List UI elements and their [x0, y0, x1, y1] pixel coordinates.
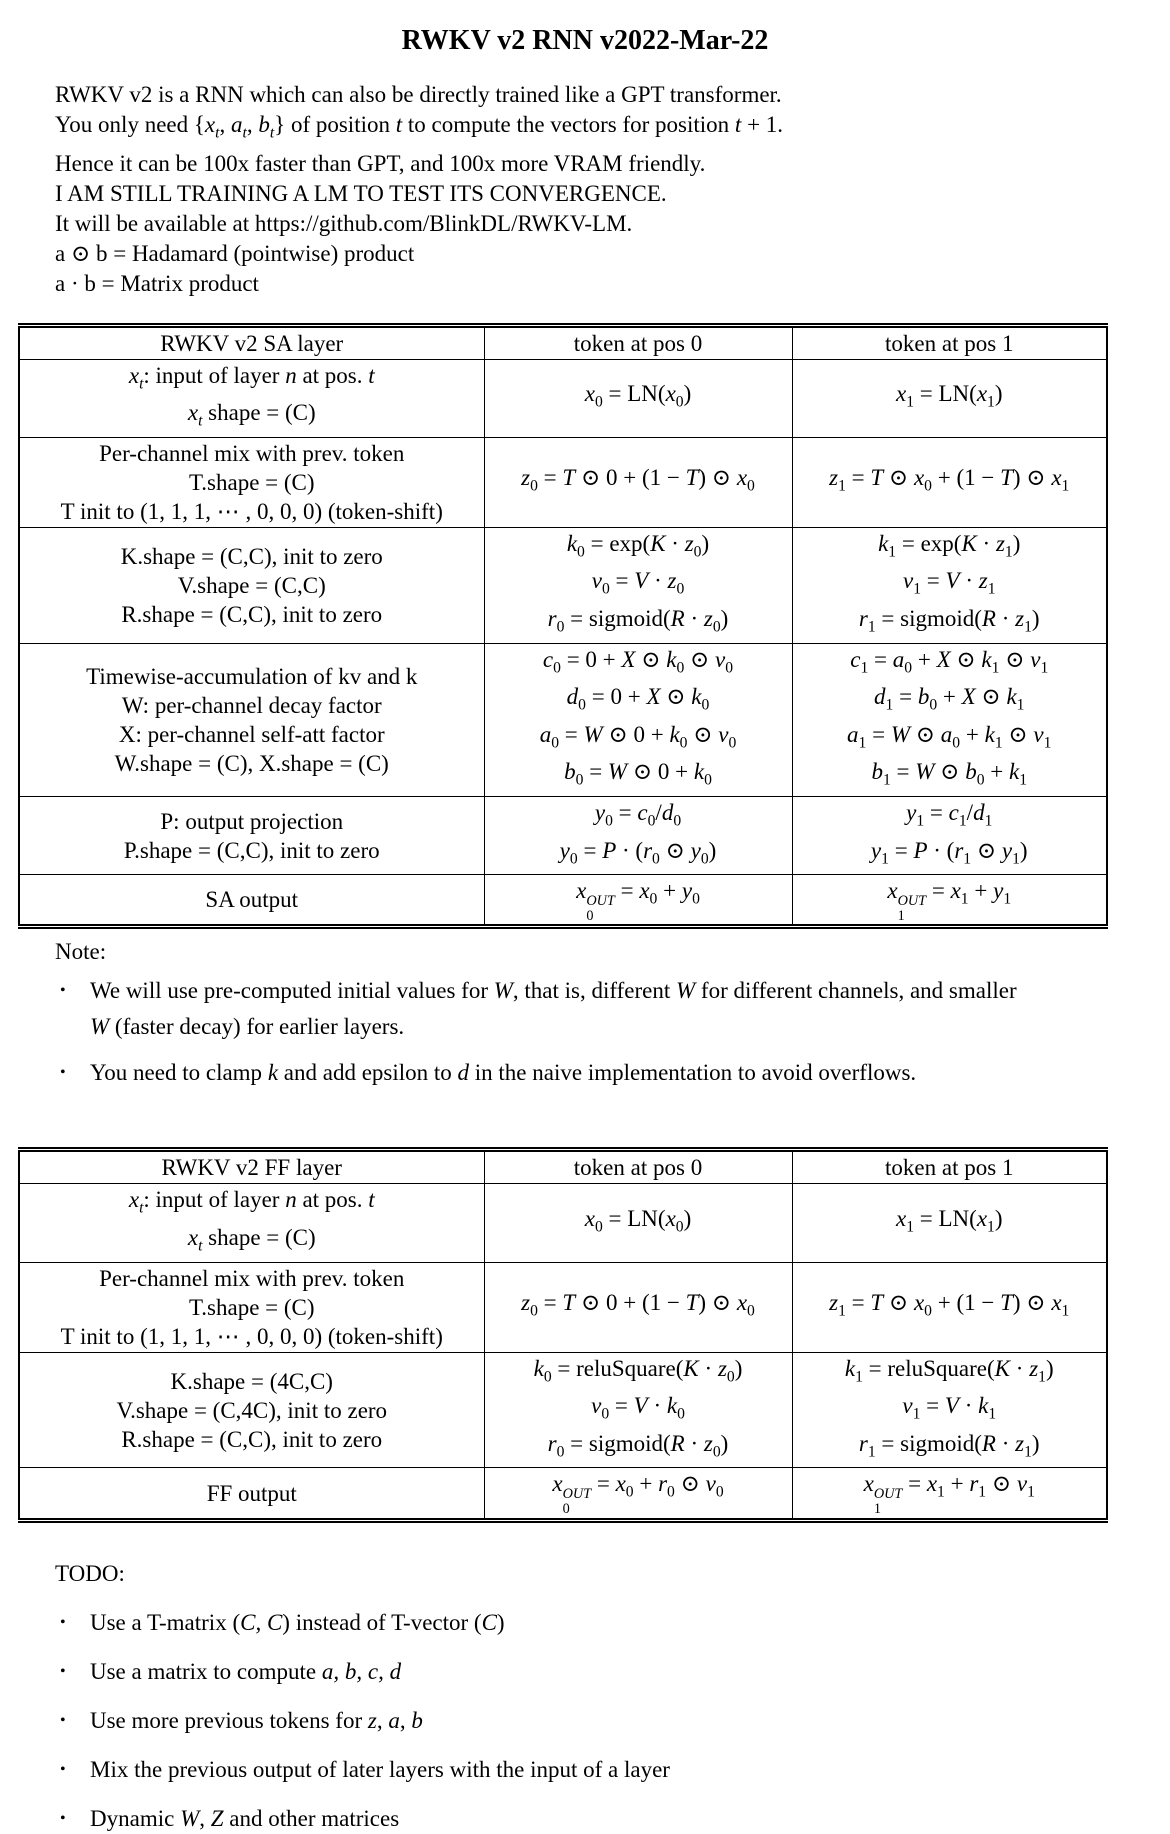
- note-heading: Note:: [55, 939, 107, 965]
- row-label-cell: Per-channel mix with prev. token T.shape = (C) T init to (1, 1, 1, ⋯ , 0, 0, 0) (token-shift): [19, 1262, 484, 1352]
- formula-cell: $x_1 = LN(x_1)$: [792, 359, 1107, 437]
- todo-bullet-list: [0, 1608, 1080, 1834]
- bullet-icon: •: [60, 1760, 66, 1778]
- todo-bullet: • Mix the previous output of later layers with the input of a layer: [60, 1755, 1080, 1785]
- header-token-pos-0: token at pos 0: [484, 1150, 792, 1184]
- bullet-icon: •: [60, 1662, 66, 1680]
- table-row: [19, 1352, 1107, 1468]
- table-row: [19, 1262, 1107, 1352]
- formula-cell: $y_1 = c_1/d_1$ $y_1 = P \cdot (r_1$ ⊙ $y_1$): [792, 796, 1107, 874]
- row-label-cell: Timewise-accumulation of kv and k W: per-channel decay factor X: per-channel self-att factor W.shape = (C), X.shape = (C): [19, 643, 484, 796]
- ff-layer-table: [18, 1147, 1108, 1522]
- table-row: [19, 437, 1107, 527]
- todo-bullet: • Use a T-matrix (C, C) instead of T-vector (C): [60, 1608, 1080, 1638]
- intro-line: Hence it can be 100x faster than GPT, and 100x more VRAM friendly.: [55, 150, 706, 176]
- header-token-pos-0: token at pos 0: [484, 325, 792, 359]
- formula-cell: x OUT 0 = $x_0 + r_0$ ⊙ $v_0$: [484, 1468, 792, 1520]
- table-header-row: [19, 1150, 1107, 1184]
- bullet-icon: •: [60, 1809, 66, 1827]
- row-label-cell: K.shape = (C,C), init to zero V.shape = (C,C) R.shape = (C,C), init to zero: [19, 527, 484, 643]
- row-label-cell: SA output: [19, 875, 484, 927]
- intro-paragraph: [55, 80, 1170, 299]
- formula-cell: $c_0 = 0 + X$ ⊙ $k_0$ ⊙ $v_0$ $d_0 = 0 + X$ ⊙ $k_0$ $a_0 = W$ ⊙ $0 + k_0$ ⊙ $v_0$ $b_0 = W$ ⊙ $0 + k_0$: [484, 643, 792, 796]
- formula-cell: $y_0 = c_0/d_0$ $y_0 = P \cdot (r_0$ ⊙ $y_0$): [484, 796, 792, 874]
- row-label-cell: K.shape = (4C,C) V.shape = (C,4C), init to zero R.shape = (C,C), init to zero: [19, 1352, 484, 1468]
- formula-cell: x OUT 1 = $x_1 + y_1$: [792, 875, 1107, 927]
- todo-bullet: • Use a matrix to compute a, b, c, d: [60, 1657, 1080, 1687]
- formula-cell: $k_1 = \exp(K \cdot z_1)$ $v_1 = V \cdot z_1$ $r_1$ = sigmoid(R · $z_1$): [792, 527, 1107, 643]
- table-row: [19, 527, 1107, 643]
- row-label-cell: FF output: [19, 1468, 484, 1520]
- table-row: [19, 796, 1107, 874]
- note-bullet-list: [0, 973, 1080, 1091]
- formula-cell: x OUT 0 = $x_0 + y_0$: [484, 875, 792, 927]
- table-header-row: [19, 325, 1107, 359]
- formula-cell: $z_1 = T$ ⊙ $x_0 + (1 - T)$ ⊙ $x_1$: [792, 437, 1107, 527]
- bullet-icon: •: [60, 1711, 66, 1729]
- intro-line-matrix-def: a · b = Matrix product: [55, 270, 259, 296]
- table-row: [19, 1468, 1107, 1520]
- table-row: [19, 875, 1107, 927]
- row-label-cell: $x_t$: input of layer n at pos. t $x_t$ shape = (C): [19, 1184, 484, 1262]
- intro-line: I AM STILL TRAINING A LM TO TEST ITS CONVERGENCE.: [55, 180, 667, 206]
- row-label-cell: P: output projection P.shape = (C,C), init to zero: [19, 796, 484, 874]
- row-label-cell: Per-channel mix with prev. token T.shape = (C) T init to (1, 1, 1, ⋯ , 0, 0, 0) (token-shift): [19, 437, 484, 527]
- todo-bullet: • Use more previous tokens for z, a, b: [60, 1706, 1080, 1736]
- table-row: [19, 359, 1107, 437]
- intro-line-hadamard-def: a ⊙ b = Hadamard (pointwise) product: [55, 240, 415, 266]
- formula-cell: $z_0 = T$ ⊙ 0 + (1 − T) ⊙ $x_0$: [484, 437, 792, 527]
- intro-line-github-url: It will be available at https://github.com/BlinkDL/RWKV-LM.: [55, 210, 633, 236]
- formula-cell: $c_1 = a_0 + X$ ⊙ $k_1$ ⊙ $v_1$ $d_1 = b_0 + X$ ⊙ $k_1$ $a_1 = W$ ⊙ $a_0 + k_1$ ⊙ $v_1$ $b_1 = W$ ⊙ $b_0 + k_1$: [792, 643, 1107, 796]
- note-bullet: • You need to clamp k and add epsilon to d in the naive implementation to avoid overflows.: [60, 1055, 1080, 1091]
- sa-table-title-cell: RWKV v2 SA layer: [19, 325, 484, 359]
- formula-cell: $k_0 = \exp(K \cdot z_0)$ $v_0 = V \cdot z_0$ $r_0$ = sigmoid(R · $z_0$): [484, 527, 792, 643]
- formula-cell: $x_0 = LN(x_0)$: [484, 1184, 792, 1262]
- header-token-pos-1: token at pos 1: [792, 325, 1107, 359]
- formula-cell: $z_1 = T$ ⊙ $x_0 + (1 - T)$ ⊙ $x_1$: [792, 1262, 1107, 1352]
- formula-cell: $z_0 = T$ ⊙ 0 + (1 − T) ⊙ $x_0$: [484, 1262, 792, 1352]
- header-token-pos-1: token at pos 1: [792, 1150, 1107, 1184]
- table-row: [19, 1184, 1107, 1262]
- sa-layer-table: [18, 323, 1108, 930]
- formula-cell: $x_0 = LN(x_0)$: [484, 359, 792, 437]
- formula-cell: x OUT 1 = $x_1 + r_1$ ⊙ $v_1$: [792, 1468, 1107, 1520]
- intro-line: You only need {$x_t$, $a_t$, $b_t$} of position t to compute the vectors for position t + 1.: [55, 112, 784, 142]
- formula-cell: $x_1 = LN(x_1)$: [792, 1184, 1107, 1262]
- bullet-icon: •: [60, 1613, 66, 1631]
- page-title: RWKV v2 RNN v2022-Mar-22: [401, 25, 769, 56]
- todo-bullet: • Dynamic W, Z and other matrices: [60, 1804, 1080, 1834]
- note-bullet: • We will use pre-computed initial values for W, that is, different W for different channels, and smaller W (faster decay) for earlier layers.: [60, 973, 1080, 1045]
- intro-line: RWKV v2 is a RNN which can also be directly trained like a GPT transformer.: [55, 82, 782, 107]
- todo-heading: TODO:: [55, 1560, 125, 1586]
- formula-cell: $k_0$ = reluSquare(K · $z_0$) $v_0 = V \cdot k_0$ $r_0$ = sigmoid(R · $z_0$): [484, 1352, 792, 1468]
- ff-table-title-cell: RWKV v2 FF layer: [19, 1150, 484, 1184]
- row-label-cell: $x_t$: input of layer n at pos. t $x_t$ shape = (C): [19, 359, 484, 437]
- bullet-icon: •: [60, 1064, 66, 1082]
- table-row: [19, 643, 1107, 796]
- formula-cell: $k_1$ = reluSquare(K · $z_1$) $v_1 = V \cdot k_1$ $r_1$ = sigmoid(R · $z_1$): [792, 1352, 1107, 1468]
- bullet-icon: •: [60, 982, 66, 1000]
